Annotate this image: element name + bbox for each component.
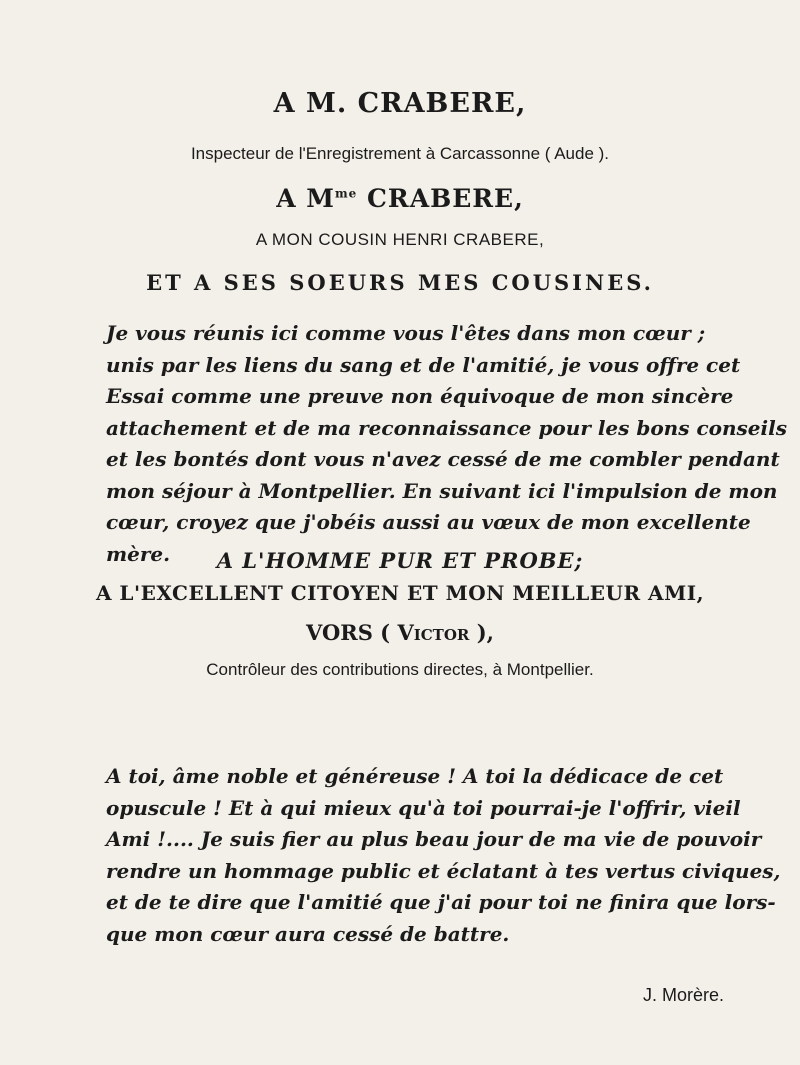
- paragraph-line: et les bontés dont vous n'avez cessé de me combler pendant: [106, 447, 780, 471]
- excellent-citoyen-line: A L'EXCELLENT CITOYEN ET MON MEILLEUR AMI,: [95, 581, 705, 605]
- paragraph-line: mère.: [106, 541, 171, 566]
- homme-pur-heading: A L'HOMME PUR ET PROBE;: [216, 548, 584, 573]
- title2-suffix: CRABERE,: [357, 184, 524, 213]
- title2-superscript: me: [334, 186, 358, 201]
- paragraph-line: et de te dire que l'amitié que j'ai pour toi ne finira que lors-: [106, 890, 776, 914]
- inspector-subtitle: Inspecteur de l'Enregistrement à Carcassonne ( Aude ).: [190, 144, 610, 163]
- cousin-henri-line: A MON COUSIN HENRI CRABERE,: [255, 230, 545, 249]
- vors-victor-name: [0, 620, 800, 645]
- paragraph-line: Essai comme une preuve non équivoque de mon sincère: [106, 384, 734, 408]
- dedication-title-mme-crabere: [0, 184, 800, 213]
- paragraph-line: rendre un hommage public et éclatant à tes vertus civiques,: [106, 858, 781, 883]
- paragraph-line: Je vous réunis ici comme vous l'êtes dans mon cœur ;: [106, 321, 706, 345]
- dedication-paragraph-1: [106, 318, 787, 570]
- title2-prefix: A M: [276, 184, 335, 213]
- paragraph-line: A toi, âme noble et généreuse ! A toi la dédicace de cet: [106, 764, 724, 788]
- author-signature: J. Morère.: [643, 985, 725, 1005]
- name-suffix: ),: [469, 620, 494, 645]
- dedication-title-m-crabere: A M. CRABERE,: [273, 88, 527, 119]
- paragraph-line: unis par les liens du sang et de l'amitié, je vous offre cet: [106, 352, 741, 377]
- paragraph-line: attachement et de ma reconnaissance pour les bons conseils: [106, 415, 787, 440]
- paragraph-line: Ami !.... Je suis fier au plus beau jour de ma vie de pouvoir: [106, 827, 762, 851]
- name-first: Victor: [397, 620, 470, 645]
- dedication-paragraph-2: [106, 761, 781, 950]
- paragraph-line: opuscule ! Et à qui mieux qu'à toi pourrai-je l'offrir, vieil: [106, 795, 741, 820]
- paragraph-line: que mon cœur aura cessé de battre.: [106, 921, 510, 946]
- paragraph-line: mon séjour à Montpellier. En suivant ici l'impulsion de mon: [106, 478, 778, 503]
- name-prefix: VORS (: [306, 620, 398, 645]
- controleur-subtitle: Contrôleur des contributions directes, à Montpellier.: [206, 660, 594, 679]
- paragraph-line: cœur, croyez que j'obéis aussi au vœux de mon excellente: [106, 510, 751, 534]
- sisters-cousins-line: ET A SES SOEURS MES COUSINES.: [146, 270, 654, 295]
